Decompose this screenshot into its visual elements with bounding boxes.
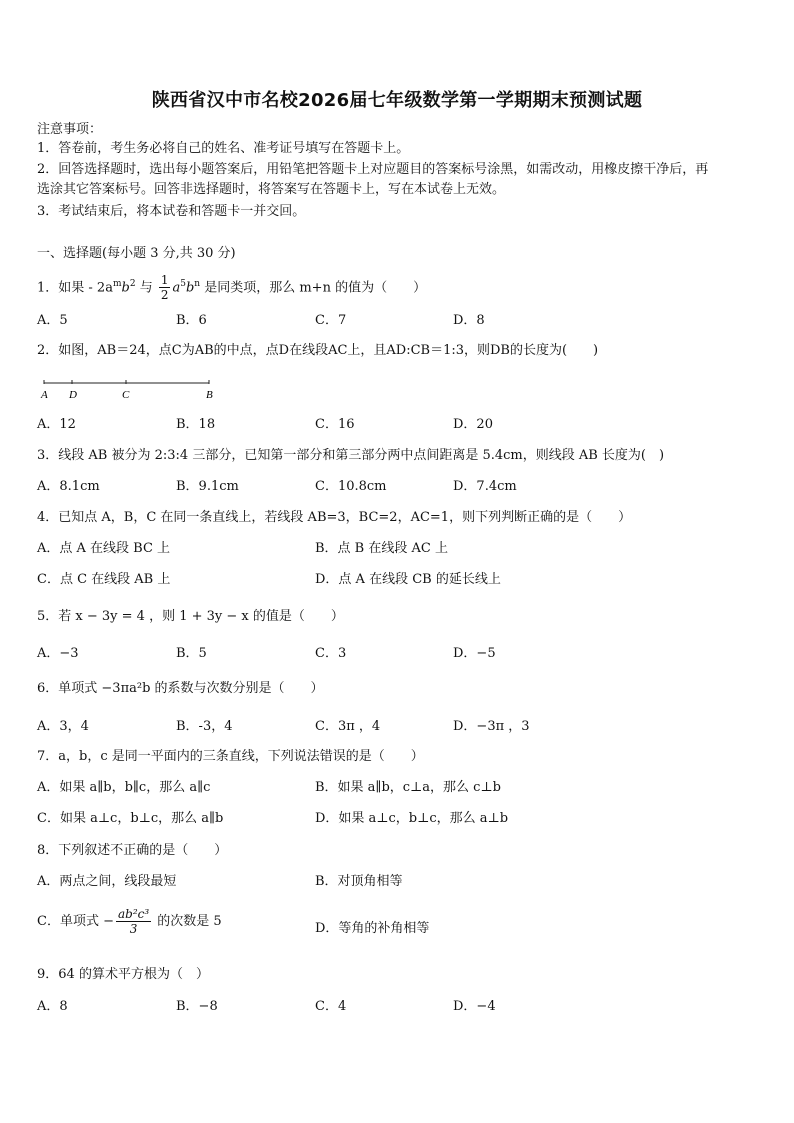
q2-option-b: B．18 [176, 417, 216, 432]
q4-option-b: B．点 B 在线段 AC 上 [315, 541, 448, 556]
q1-b: b [121, 280, 130, 296]
q1-frac-num: 1 [160, 273, 169, 288]
question-8: 8．下列叙述不正确的是（ ） [37, 843, 228, 858]
q8-c-prefix: C．单项式 − [37, 914, 114, 929]
q8-option-c [37, 907, 222, 937]
question-4: 4．已知点 A，B，C 在同一条直线上，若线段 AB=3，BC=2，AC=1，则下列判断正确的是（ ） [37, 510, 632, 525]
q1-exp-2: 2 [129, 279, 136, 289]
q3-option-a: A．8.1cm [37, 479, 100, 494]
notice-item-2-cont: 选涂其它答案标号。回答非选择题时，将答案写在答题卡上，写在本试卷上无效。 [37, 182, 506, 197]
q7-option-c: C．如果 a⊥c，b⊥c，那么 a∥b [37, 811, 224, 826]
q4-option-a: A．点 A 在线段 BC 上 [37, 541, 171, 556]
q9-option-c: C．4 [315, 999, 347, 1014]
notice-item-3: 3．考试结束后，将本试卷和答题卡一并交回。 [37, 204, 306, 219]
q7-option-a: A．如果 a∥b，b∥c，那么 a∥c [37, 780, 211, 795]
question-9: 9．64 的算术平方根为（ ） [37, 967, 209, 982]
q3-option-c: C．10.8cm [315, 479, 387, 494]
q6-option-b: B．-3，4 [176, 719, 233, 734]
q4-option-d: D．点 A 在线段 CB 的延长线上 [315, 572, 501, 587]
question-2: 2．如图，AB＝24，点C为AB的中点，点D在线段AC上，且AD:CB＝1:3，则DB的长度为( ) [37, 343, 599, 358]
q1-option-b: B．6 [176, 313, 207, 328]
q5-option-c: C．3 [315, 646, 347, 661]
notice-item-1: 1．答卷前，考生务必将自己的姓名、准考证号填写在答题卡上。 [37, 141, 410, 156]
label-a: A [41, 389, 48, 401]
q8-option-b: B．对顶角相等 [315, 874, 403, 889]
label-d: D [69, 389, 77, 401]
segment-diagram [37, 375, 227, 403]
q7-option-d: D．如果 a⊥c，b⊥c，那么 a⊥b [315, 811, 509, 826]
q8-c-suffix: 的次数是 5 [153, 914, 222, 929]
q6-option-c: C．3π ，4 [315, 719, 381, 734]
q9-option-b: B．−8 [176, 999, 218, 1014]
q1-with: 与 [135, 280, 157, 296]
q9-option-a: A．8 [37, 999, 68, 1014]
notice-heading: 注意事项： [37, 122, 103, 137]
question-3: 3．线段 AB 被分为 2:3:4 三部分，已知第一部分和第三部分两中点间距离是 5.4cm，则线段 AB 长度为( ) [37, 448, 665, 463]
q1-option-a: A．5 [37, 313, 68, 328]
question-5: 5．若 x − 3y = 4 ，则 1 + 3y − x 的值是（ ） [37, 609, 344, 624]
label-c: C [122, 389, 130, 401]
question-6: 6．单项式 −3πa²b 的系数与次数分别是（ ） [37, 681, 324, 696]
q1-option-d: D．8 [453, 313, 485, 328]
q5-option-a: A．−3 [37, 646, 79, 661]
q1-exp-5: 5 [180, 279, 186, 289]
label-b: B [206, 389, 213, 401]
q1-bn: b [185, 280, 195, 296]
q5-option-b: B．5 [176, 646, 207, 661]
question-7: 7．a，b，c 是同一平面内的三条直线，下列说法错误的是（ ） [37, 749, 424, 764]
q8-c-fraction [116, 907, 151, 936]
q7-option-b: B．如果 a∥b，c⊥a，那么 c⊥b [315, 780, 501, 795]
q1-option-c: C．7 [315, 313, 347, 328]
q1-exp-m: m [112, 279, 122, 289]
q8-option-a: A．两点之间，线段最短 [37, 874, 177, 889]
q8-c-num: ab²c³ [117, 907, 150, 921]
q6-option-d: D．−3π ，3 [453, 719, 530, 734]
section-heading: 一、选择题(每小题 3 分,共 30 分) [37, 246, 236, 261]
q2-option-c: C．16 [315, 417, 355, 432]
q9-option-d: D．−4 [453, 999, 496, 1014]
q3-option-b: B．9.1cm [176, 479, 239, 494]
q1-prefix: 1．如果 - 2a [37, 280, 113, 296]
q8-c-den: 3 [129, 922, 138, 936]
q1-frac-den: 2 [160, 288, 169, 303]
q5-option-d: D．−5 [453, 646, 496, 661]
q6-option-a: A．3，4 [37, 719, 89, 734]
q1-fraction [159, 273, 171, 302]
q1-a: a [172, 280, 181, 296]
page-title: 陕西省汉中市名校2026届七年级数学第一学期期末预测试题 [151, 90, 643, 111]
q2-option-d: D．20 [453, 417, 493, 432]
q8-option-d: D．等角的补角相等 [315, 921, 430, 936]
q3-option-d: D．7.4cm [453, 479, 517, 494]
question-1 [37, 269, 426, 303]
q1-suffix: 是同类项，那么 m+n 的值为（ ） [200, 280, 427, 296]
notice-item-2: 2．回答选择题时，选出每小题答案后，用铅笔把答题卡上对应题目的答案标号涂黑，如需改动，用橡皮擦干净后，再 [37, 162, 709, 177]
q2-option-a: A．12 [37, 417, 76, 432]
q1-exp-n: n [194, 279, 201, 289]
q4-option-c: C．点 C 在线段 AB 上 [37, 572, 171, 587]
